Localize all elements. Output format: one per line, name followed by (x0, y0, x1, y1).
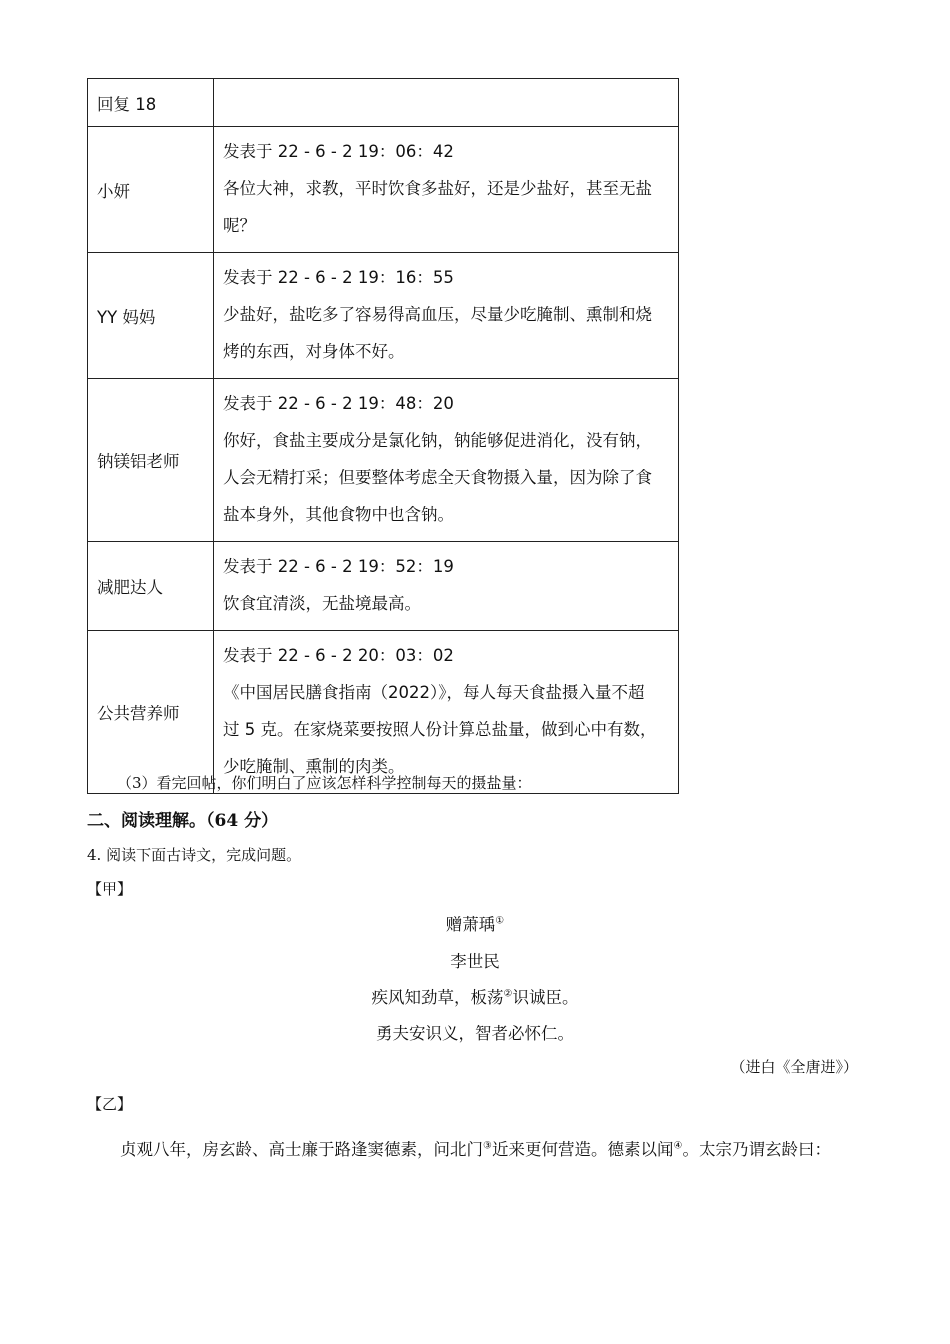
post-cell (214, 542, 679, 631)
post-cell (214, 253, 679, 379)
post-text-line: 呢？ (223, 216, 256, 235)
post-timestamp: 发表于 22 - 6 - 2 19：48：20 (223, 394, 454, 413)
footnote-marker: ④ (673, 1140, 683, 1152)
post-text-line: 《中国居民膳食指南（2022）》，每人每天食盐摄入量不超 (223, 683, 645, 702)
post-text-line: 过 5 克。在家烧菜要按照人份计算总盐量，做到心中有数， (223, 720, 657, 739)
poem-source: （进白《全唐进》） (730, 1058, 858, 1076)
post-text-line: 少盐好，盐吃多了容易得高血压，尽量少吃腌制、熏制和烧 (223, 305, 652, 324)
poem-title (87, 911, 863, 935)
footnote-marker: ① (495, 915, 505, 927)
poem-line: 勇夫安识义，智者必怀仁。 (376, 1024, 574, 1043)
poem-author: 李世民 (450, 952, 500, 971)
username-cell (88, 379, 214, 542)
passage-label-jia: 【甲】 (87, 880, 133, 898)
footnote-marker: ③ (483, 1140, 492, 1152)
post-text-line: 人会无精打采；但要整体考虑全天食物摄入量，因为除了食 (223, 468, 652, 487)
reply-number-cell (88, 79, 214, 127)
poem-line (87, 984, 863, 1008)
table-row (88, 79, 679, 127)
passage-label-yi: 【乙】 (87, 1095, 133, 1113)
forum-reply-table (87, 78, 679, 794)
username: 公共营养师 (97, 704, 180, 723)
empty-cell (214, 79, 679, 127)
post-timestamp: 发表于 22 - 6 - 2 19：16：55 (223, 268, 454, 287)
footnote-marker: ② (503, 988, 513, 1000)
post-text-line: 盐本身外，其他食物中也含钠。 (223, 505, 454, 524)
username-cell (88, 542, 214, 631)
prose-text: 近来更何营造。德素以闻 (491, 1140, 674, 1159)
question-3: （3）看完回帖，你们明白了应该怎样科学控制每天的摄盐量： (117, 774, 532, 792)
username: 减肥达人 (97, 578, 163, 597)
section-heading: 二、阅读理解。（64 分） (87, 811, 279, 831)
table-row (88, 127, 679, 253)
prose-text: 。太宗乃谓玄龄曰： (682, 1140, 831, 1159)
post-text-line: 少吃腌制、熏制的肉类。 (223, 757, 405, 776)
post-timestamp: 发表于 22 - 6 - 2 19：52：19 (223, 557, 454, 576)
poem-title-text: 赠萧瑀 (445, 915, 496, 934)
post-timestamp: 发表于 22 - 6 - 2 20：03：02 (223, 646, 454, 665)
post-timestamp: 发表于 22 - 6 - 2 19：06：42 (223, 142, 454, 161)
table-row (88, 631, 679, 794)
reply-number: 回复 18 (97, 94, 157, 114)
username: 钠镁铝老师 (97, 452, 180, 471)
username-cell (88, 631, 214, 794)
username: YY 妈妈 (97, 307, 156, 327)
prose-passage (120, 1136, 831, 1160)
post-text-line: 你好，食盐主要成分是氯化钠，钠能够促进消化，没有钠， (223, 431, 652, 450)
post-text-line: 饮食宜清淡，无盐境最高。 (223, 594, 421, 613)
username: 小妍 (97, 181, 130, 201)
post-cell (214, 379, 679, 542)
prose-text: 贞观八年，房玄龄、高士廉于路逢窦德素，问北门 (120, 1140, 483, 1159)
post-text-line: 各位大神，求教，平时饮食多盐好，还是少盐好，甚至无盐 (223, 179, 652, 198)
table-row (88, 542, 679, 631)
post-text-line: 烤的东西，对身体不好。 (223, 342, 405, 361)
table-row (88, 253, 679, 379)
poem-line-text: 识诚臣。 (512, 988, 579, 1007)
username-cell (88, 253, 214, 379)
question-4: 4. 阅读下面古诗文，完成问题。 (87, 846, 302, 864)
post-cell (214, 127, 679, 253)
post-cell (214, 631, 679, 794)
poem-line-text: 疾风知劲草，板荡 (371, 988, 504, 1007)
username-cell (88, 127, 214, 253)
table-row (88, 379, 679, 542)
